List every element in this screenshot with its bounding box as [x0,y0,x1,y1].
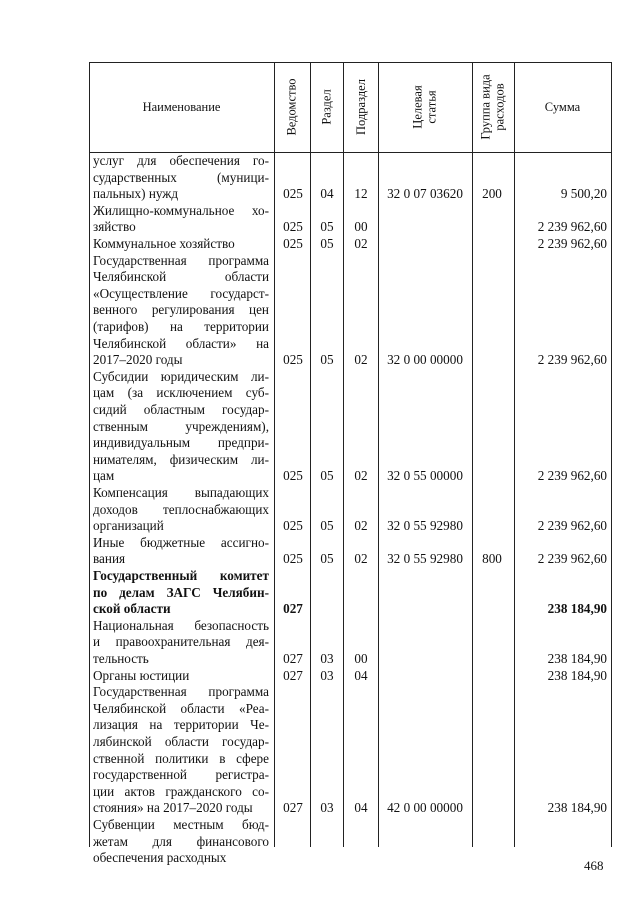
row-name [93,568,269,618]
row-celevaya: 32 0 07 03620 [387,186,463,202]
header-summa-label: Сумма [544,100,581,114]
row-name-line: Государственная программа [93,684,269,700]
table-row [89,485,612,535]
row-name-line: «Осуществление государст- [93,285,269,301]
row-name [93,817,269,867]
row-vedomstvo: 025 [283,186,303,202]
row-name-line: стояния» на 2017–2020 годы [93,800,253,816]
row-summa: 238 184,90 [547,800,607,816]
row-vedomstvo: 027 [283,800,303,816]
row-name-line: 2017–2020 годы [93,352,183,368]
row-name-line: цам (за исключением суб- [93,385,269,401]
header-celevaya-line: Целевая [411,85,425,129]
row-vedomstvo: 025 [283,518,303,534]
row-celevaya: 32 0 55 92980 [387,551,463,567]
row-name [93,535,269,568]
table-row [89,618,612,668]
table-row [89,369,612,485]
page-number: 468 [584,858,604,873]
row-celevaya: 32 0 55 00000 [387,468,463,484]
row-name-line: доходов теплоснабжающих [93,501,269,517]
header-gruppa [472,62,514,152]
row-summa: 2 239 962,60 [537,468,607,484]
row-name-line: организаций [93,518,164,534]
row-podrazdel: 02 [354,551,368,567]
row-name-line: (тарифов) на территории [93,318,269,334]
header-name [89,62,274,152]
row-razdel: 03 [320,667,334,683]
row-name-line: цам [93,468,115,484]
row-name [93,485,269,535]
row-name-line: Челябинской области» на [93,335,269,351]
row-name-line: государственной регистра- [93,767,269,783]
row-name [93,203,269,236]
row-vedomstvo: 025 [283,468,303,484]
row-razdel: 05 [320,551,334,567]
table-row [89,535,612,568]
row-summa: 9 500,20 [560,186,607,202]
row-vedomstvo: 025 [283,219,303,235]
row-gruppa: 800 [482,551,502,567]
row-celevaya: 32 0 00 00000 [387,352,463,368]
row-name [93,668,269,685]
row-vedomstvo: 027 [283,650,303,666]
row-summa: 2 239 962,60 [537,235,607,251]
table-row [89,668,612,685]
row-podrazdel: 02 [354,518,368,534]
header-celevaya-label [411,85,439,128]
table-row [89,253,612,369]
row-name-line: венного регулирования цен [93,302,269,318]
header-gruppa-line: расходов [493,83,508,131]
row-name [93,369,269,485]
row-name [93,253,269,369]
row-vedomstvo: 027 [283,601,303,617]
row-name-line: ской области [93,601,171,617]
row-razdel: 04 [320,186,334,202]
table-row [89,684,612,817]
row-name-line: по делам ЗАГС Челябин- [93,584,269,600]
row-name-line: жетам для финансового [93,833,269,849]
row-summa: 238 184,90 [547,650,607,666]
row-name-line: лябинской области государ- [93,733,269,749]
header-podrazdel-label: Подраздел [353,79,368,135]
row-podrazdel: 02 [354,235,368,251]
row-name-line: вания [93,551,126,567]
row-name [93,684,269,817]
row-name-line: Субсидии юридическим ли- [93,368,269,384]
row-name-line: Компенсация выпадающих [93,484,269,500]
header-gruppa-label [479,74,507,139]
header-podrazdel [343,62,378,152]
row-name-line: сидий областным государ- [93,401,269,417]
header-gruppa-line: Группа вида [479,74,494,140]
row-name-line: ственной политики в сфере [93,750,269,766]
row-celevaya: 32 0 55 92980 [387,518,463,534]
row-vedomstvo: 027 [283,667,303,683]
header-celevaya-line: статья [425,90,439,124]
table-row [89,203,612,236]
row-name-line: Челябинской области [93,269,269,285]
row-vedomstvo: 025 [283,235,303,251]
row-podrazdel: 00 [354,650,368,666]
row-name-line: услуг для обеспечения го- [93,153,269,168]
header-razdel-label: Раздел [319,89,334,125]
row-podrazdel: 02 [354,352,368,368]
row-summa: 2 239 962,60 [537,518,607,534]
row-name-line: Национальная безопасность [93,617,269,633]
header-summa [514,62,611,152]
row-podrazdel: 04 [354,800,368,816]
row-razdel: 05 [320,235,334,251]
header-name-label: Наименование [142,100,221,114]
table-row [89,817,612,867]
header-vedomstvo [274,62,310,152]
row-razdel: 05 [320,468,334,484]
row-razdel: 03 [320,650,334,666]
table-row [89,568,612,618]
row-name-line: Коммунальное хозяйство [93,235,235,251]
header-celevaya [378,62,472,152]
row-gruppa: 200 [482,186,502,202]
row-name-line: пальных) нужд [93,186,179,202]
row-name-line: ственным учреждениям), [93,418,269,434]
header-vedomstvo-label: Ведомство [285,78,299,136]
row-razdel: 05 [320,518,334,534]
row-name-line: Жилищно-коммунальное хо- [93,202,269,218]
row-vedomstvo: 025 [283,352,303,368]
table-body [89,153,612,867]
row-name-line: индивидуальным предпри- [93,435,269,451]
row-name-line: Челябинской области «Реа- [93,700,269,716]
row-name-line: нимателям, физическим ли- [93,451,269,467]
row-razdel: 03 [320,800,334,816]
row-podrazdel: 02 [354,468,368,484]
row-summa: 2 239 962,60 [537,219,607,235]
row-name-line: Субвенции местным бюд- [93,816,269,832]
row-name-line: сударственных (муници- [93,169,269,185]
row-name-line: Иные бюджетные ассигно- [93,534,269,550]
row-podrazdel: 00 [354,219,368,235]
row-name-line: Государственная программа [93,252,269,268]
row-summa: 238 184,90 [547,601,607,617]
row-name-line: тельность [93,650,149,666]
row-name-line: ции актов гражданского со- [93,783,269,799]
row-name-line: Органы юстиции [93,667,190,683]
row-summa: 238 184,90 [547,667,607,683]
row-vedomstvo: 025 [283,551,303,567]
row-name-line: обеспечения расходных [93,850,227,866]
row-razdel: 05 [320,219,334,235]
table-row [89,236,612,253]
header-razdel [310,62,343,152]
row-celevaya: 42 0 00 00000 [387,800,463,816]
row-name-line: зяйство [93,219,136,235]
row-summa: 2 239 962,60 [537,352,607,368]
row-name-line: лизация на территории Че- [93,717,269,733]
row-name [93,236,269,253]
row-name-line: и правоохранительная дея- [93,634,269,650]
row-razdel: 05 [320,352,334,368]
row-podrazdel: 04 [354,667,368,683]
row-name-line: Государственный комитет [93,567,269,583]
row-summa: 2 239 962,60 [537,551,607,567]
table-row [89,153,612,203]
row-name [93,618,269,668]
row-podrazdel: 12 [354,186,368,202]
row-name [93,153,269,203]
